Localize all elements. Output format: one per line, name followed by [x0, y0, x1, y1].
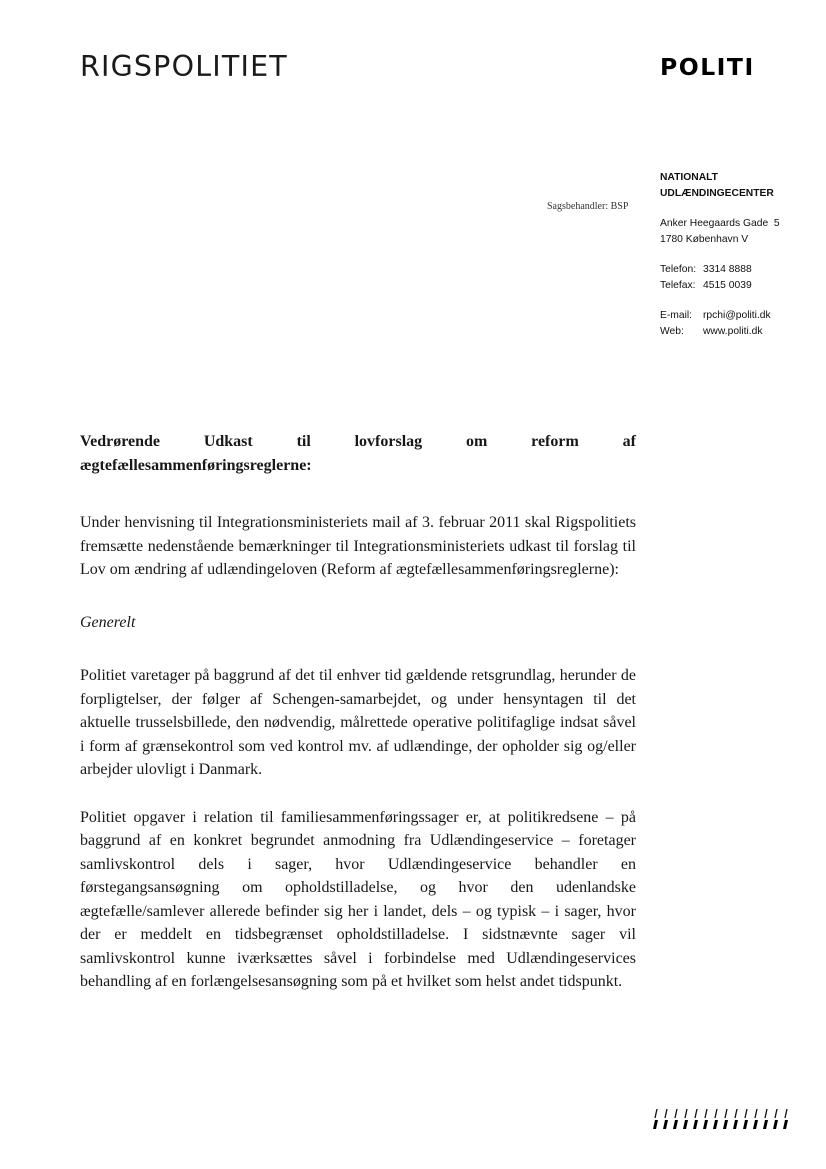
- subject-word: Vedrørende: [80, 433, 160, 450]
- section-heading: Generelt: [80, 613, 136, 631]
- sender-unit-line1: NATIONALT: [660, 172, 718, 183]
- body-paragraph-1: Politiet varetager på baggrund af det til enhver tid gældende retsgrundlag, herunder de forpligtelser, der følger af Schengen-samarbejdet, og under hensyntagen til det aktuelle trusselsbillede, den nødvendig, målrettede operative politifaglige indsat såvel i form af grænsekontrol som ved kontrol mv. af udlændinge, der opholder sig og/eller arbejder ulovligt i Danmark.: [80, 667, 636, 778]
- web-row: [660, 324, 780, 340]
- sender-phones: [660, 262, 780, 294]
- phone-value: 3314 8888: [703, 264, 752, 275]
- sender-unit: [660, 170, 780, 202]
- email-value: rpchi@politi.dk: [703, 310, 771, 321]
- politi-logo: POLITI: [660, 53, 755, 81]
- phone-row: [660, 262, 780, 278]
- subject-line2: ægtefællesammenføringsreglerne:: [80, 456, 312, 474]
- subject-word: om: [465, 433, 488, 450]
- sender-info: [660, 170, 780, 340]
- intro-paragraph: Under henvisning til Integrationsministeriets mail af 3. februar 2011 skal Rigspolitiets fremsætte nedenstående bemærkninger til Integrationsministeriets udkast til forslag til Lov om ændring af udlændingeloven (Reform af ægtefællesammenføringsreglerne):: [80, 514, 636, 578]
- case-handler: Sagsbehandler: BSP: [547, 201, 629, 212]
- web-label: Web:: [660, 326, 684, 337]
- address-line2: 1780 København V: [660, 234, 749, 245]
- sender-address: [660, 216, 780, 248]
- subject-line1: [80, 430, 636, 454]
- fax-row: [660, 278, 780, 294]
- letter-body: [80, 430, 636, 994]
- police-stripe-logo: [652, 1108, 788, 1130]
- subject-word: lovforslag: [354, 433, 423, 450]
- fax-value: 4515 0039: [703, 280, 752, 291]
- organization-name: RIGSPOLITIET: [80, 50, 288, 83]
- subject-word: Udkast: [203, 433, 253, 450]
- subject-word: reform: [531, 433, 579, 450]
- email-row: [660, 308, 780, 324]
- email-label: E-mail:: [660, 310, 693, 321]
- sender-contact: [660, 308, 780, 340]
- sender-unit-line2: UDLÆNDINGECENTER: [660, 188, 774, 199]
- subject-word: til: [296, 433, 311, 450]
- subject-word: af: [622, 433, 636, 450]
- letter-subject: [80, 430, 636, 477]
- phone-label: Telefon:: [660, 264, 697, 275]
- body-paragraph-2: Politiet opgaver i relation til familiesammenføringssager er, at politikredsene – på baggrund af en konkret begrundet anmodning fra Udlændingeservice – foretager samlivskontrol dels i sager, hvor Udlændingeservice behandler en førstegangsansøgning om opholdstilladelse, og hvor den udenlandske ægtefælle/samlever allerede befinder sig her i landet, dels – og typisk – i sager, hvor der er meddelt en tidsbegrænset opholdstilladelse. I sidstnævnte sager vil samlivskontrol kunne iværksættes såvel i forbindelse med Udlændingeservices behandling af en forlængelsesansøgning som på et hvilket som helst andet tidspunkt.: [80, 808, 636, 990]
- fax-label: Telefax:: [660, 280, 696, 291]
- address-line1: Anker Heegaards Gade 5: [660, 218, 780, 229]
- web-value: www.politi.dk: [703, 326, 763, 337]
